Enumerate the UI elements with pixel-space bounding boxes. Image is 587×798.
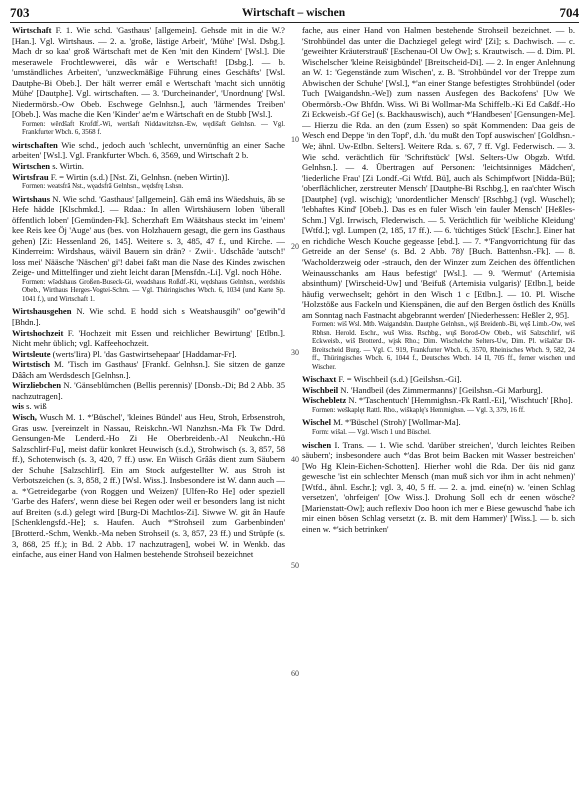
- entry-text: F. = Wirtin (s.d.) [Nst. Zi, Gelnhsn. (neben Wirtin)].: [48, 171, 230, 182]
- headword: Wischaxt: [302, 374, 337, 385]
- entry-text: N. Wie schd. 'Gasthaus' [allgemein]. Gäh emâ ins Wäedshuis, âb se Hefe hädde [Klschmkd.]. — Rdaa.: In allen Wirtshäusern loben 'überall öffentlich loben' [Gemünden-Fk]. Scherzhaft Em Wäätshaus steckt im 'einem' kee Reis kee Öj 'Auge' aus (bes. von Holzhauern gesagt, die gern ins Gasthaus gehen) [Zi: Hessenland 26, 145]. Weitere s. 3, 485, 47 f., und Kirche. — Kinderreim: Wirdshaus, wäivil Bauern sin drän? · Zwii·. Udschâde 'autsch!' loss mei' Nääsche 'Näschen' gi'! dabei faßt man die Nase des Kindes zwischen Zeige- und Mittelfinger und zieht leicht daran [Mensfdn.-Li]. Vgl. noch Höhe.: [12, 193, 285, 278]
- headword: Wirtschen: [12, 161, 51, 172]
- headword: Wirtshausgehen: [12, 306, 72, 317]
- dictionary-entry: [12, 349, 285, 360]
- dictionary-entry: [12, 172, 285, 183]
- dictionary-entry: [12, 306, 285, 327]
- line-number: 60: [291, 669, 299, 678]
- entry-text: N. Wie schd. E hodd sich s Weatshausgih'' oo''gewih''d [Bhdn.].: [12, 306, 285, 328]
- dictionary-entry: [302, 374, 575, 385]
- entry-text: I. Trans. — 1. Wie schd. 'darüber streichen', 'durch leichtes Reiben säubern'; insbesondere auch *'das Brot beim Backen mit Wasser bestreichen' [Wo Hg Klein-Eichen-Schotten]. Hierher wohl die Rda. Der üis nid ganz gewesche 'ist ein schlechter Mensch (man muß sich vor ihm in acht nehmen)' [Wtfd., ähnl. Eschr.]; vgl. 3, 40, 5 ff. — 2. a. jmd. eine(n) w. 'einen Schlag versetzen', 'ohrfeigen' [Ow Wiss.]. Drohung Soll ech dr eenen wösche? [Marienstatt-Ow]; auch reflexiv Doo hoon ich mer e Biese gewuschd 'habe ich mir einen bösen Schlag versetzt (z. B. mit dem Hammer)' [Wiss.]. — b. sich einen w. *'sich betrinken': [302, 439, 575, 534]
- page-number-left: 703: [10, 5, 30, 20]
- entry-text: N. 'Handbeil (des Zimmermanns)' [Geilshsn.-Gi Marburg].: [338, 384, 543, 395]
- headword: Wirtschaft: [12, 25, 52, 35]
- headword: Wirzliebchen: [12, 380, 62, 391]
- forms-note: Form: wišal. — Vgl. Wisch 1 und Büschel.: [312, 429, 431, 436]
- page-number-right: 704: [559, 5, 579, 20]
- headword: wirtschaften: [12, 139, 58, 150]
- line-number: 50: [291, 561, 299, 570]
- entry-text: (werts'Iira) Pl. 'das Gastwirtsehepaar' [Haddamar-Fr].: [50, 348, 237, 359]
- forms-note: Formen: wiš Wsl. Mtb. Waigandshn. Dautphe Gelnhsn., wįš Breidenb.-Bi, węš Limb.-Ow, weš Rbhsn. Herold. Eschr., wuš Wiss. Rschbg., wųš Borod-Ow Obeb., wiš Salzschlirf, wiš Eckweisb., wiš Brotterd., wįsk Rho.; Dim. Wischelche Selters-Uw, Dim. Pl. wišalčar Di-Breitscheid Burg. — Vgl. C. 919, Frankfurter Wbch. 6, 3570, Rheinisches Wbch. 9, 582, 24 ff., Thüringisches Wbch. 6, 1044 f., Deutsches Wbch. 14 II, 705 ff., ferner wischen und Wischer.: [312, 321, 575, 371]
- entry-text: N. *'Taschentuch' [Hemmighsn.-Fk Rattl.-Ei], 'Wischtuch' [Rho].: [346, 395, 573, 406]
- left-column: [12, 25, 285, 798]
- dictionary-entry: [12, 380, 285, 401]
- entry-text: s. Wirtin.: [50, 161, 84, 172]
- headword: Wirtshochzeit: [12, 327, 64, 338]
- line-number: 10: [291, 135, 299, 144]
- entry-text: F. 1. Wie schd. 'Gasthaus' [allgemein]. Gehsde mit in die W.? [Han.]. Vgl. Wirtshaus. — 2. a. 'große, lästige Arbeit', 'Mühe' [Wsl. Dsbg.]. Mach dr so kaa' groß Wärtschaft met de Ken 'mit den Kindern' [Wsl.]. Die meserawele Frochtlewwerei, dâs wår e Wertschaft! [Dsbg.]. — b. 'umständliches Arbeiten', 'unzweckmäßige Führung eines Geschäfts' [Wsl. Dautphe-Bi Obeb.]. Der hält werrer emâl e Wertschaft 'macht sich unnötig Mühe' [Dautphe]. Vgl. wirtschaften. — 3. 'Durcheinander', 'Unordnung' [Wsl. Niedermörsb.-Ow Obeb. Eschwege Gelnhsn.], auch 'lärmendes Treiben' [Obeb.]. Was mache die Ken 'Kinder' ae'm e Wärtschaft en de Stubb [Wsl.].: [12, 25, 285, 120]
- headword: Wirtstisch: [12, 359, 51, 370]
- dictionary-entry: [302, 385, 575, 396]
- dictionary-entry: [302, 417, 575, 428]
- headword: Wirtsleute: [12, 348, 51, 359]
- running-title: Wirtschaft – wischen: [241, 7, 346, 19]
- page-header: [0, 3, 587, 23]
- dictionary-entry: [12, 194, 285, 278]
- dictionary-entry: [12, 328, 285, 349]
- entry-text: F. = Wischbeil (s.d.) [Geilshsn.-Gi].: [336, 374, 462, 385]
- entry-continuation: fache, aus einer Hand von Halmen bestehende Strohseil bezeichnet. — b. 'Strohbündel das unter die Dachziegel gelegt wird' [Zi]; s. Dachwisch. — c. 'geweihter Kräuterstrauß' [Eschenau-Ol Uw Ow]; s. Krautwisch. — d. Dim. Pl. Wischelscher 'kleine Reisigbündel' [Breitscheid-Di]. — 2. In enger Anlehnung an W. 1: 'Gegenstände zum Wischen', z. B. 'Strohbündel vor der Treppe zum Abwischen der Schuhe' [Wsl.], *'an einer Stange befestigtes Strohbündel (oder Tuch [Waigandshn.-We]) zum nassen Ausfegen des Backofens' [Uw We Obermörsb.-Ow Bhfdn. Wiss. Wi Bi Wollmar-Ma Schiffelb.-Ki Ed Caßdf.-Ho Zi Eckweisb.-Gf Ge] (s. Backhauswisch), auch *'Handbesen' [Gensungen-Me]. — Hierzu die Rda. an den (zum Essen) so spät Kommenden: Daa geis de Wesch end Deppe 'in den Topf', d.h. 'du mußt den Topf auswischen' [Goldhsn.-We; ähnl. Uw-Etlbn. Selters]. Weitere Rda. s. 67, 7 ff. Vgl. Federwisch. — 3. Wie schd. verächtlich für 'Schriftstück' [Wsl. Selters-Uw Obgzb. Wtfd. Gelnhsn.]. — 4. Übertragen auf Personen: 'leichtsinniges Mädchen', 'liederliche Frau' [Zi Londf.-Gi Wtfd. Bü], auch als Schimpfwort [Nidda-Bü]; 'oberflächlicher, zerstreuter Mensch' [Dautphe-Bi Rschbg.], en raa'chter Wisch [Dautphe] (vgl. wischig); 'unordentlicher Mensch' [Rschbg.] (vgl. Wuschel); 'lebhaftes Kind' [Obeb.]. Das es en fuler Wisch 'ein fauler Mensch' [Heßles-Schm.] Vgl. Irrwisch, Flederwisch. — 5. Verächtlich für 'weibliche Kleidung' [Wtfd.]; vgl. Lumpen (2, 185, 17 ff.). — 6. 'tüchtiges Stück' [Eschr.]. Einer hat en richdiche Wesch Kouche gegeasse [ebd.]. — 7. *'Fangvorrichtung für das Getreide an der Sense' (s. Bd. 2 Abb. 78)' [Buch. Battenhsn.-Fk]. — 8. 'Wacholderzweig oder -strauch, den der Winzer zum Zeichen des öffentlichen Weinausschanks am Haus befestigt' [Wsl.]. — 9. 'Wermut' (Artemisia absinthum)' [Wirscheid-Uw] und 'Beifuß (Artemisia vulgaris)' [Etlbn.], beide häufig verwechselt; gehört in den Wisch 1 c [Etlbn.]. — 10. Pl. Wische 'Holzstöße aus Fackeln und Kienspänen, die auf den Bergen östlich des Knülls am Sonntag nach Fastnacht abgebrannt werden' [Niederhessen: Heßler 2, 95].: [302, 25, 575, 320]
- headword: Wisch,: [12, 411, 37, 422]
- headword: wischen: [302, 439, 332, 450]
- line-number: 30: [291, 348, 299, 357]
- entry-text: Wie schd., jedoch auch 'schlecht, unvernünftig an einer Sache arbeiten' [Wsl.]. Vgl. Frankfurter Wbch. 6, 3569, und Wirtschaft 2 b.: [12, 139, 285, 161]
- dictionary-entry: [12, 401, 285, 412]
- dictionary-entry: [12, 161, 285, 172]
- entry-text: Wusch M. 1. *'Büschel', 'kleines Bündel' aus Heu, Stroh, Erbsenstroh, Gras usw. [vereinzelt in Nassau, Reiskchn.-Wl Nanzhsn.-Ma Fk Tw Ddrd. Gensungen-Me Lenderd.-Ho Zi He Oberbreidenb.-Al Neukchn.-Hü Salzschlirf-Fu], meist dafür konkret Heuwisch (s.d.), Strohwisch (s. 3, 857, 58 ff.), Schotenwisch (s. 3, 420, 7 ff.) usw. En Wiisch Grââs dient zum Säubern der Schuhe [Salzschlirf]. Ein am Stock aufgestellter W. aus Stroh ist Verbotszeichen (s. 3, 858, 2 ff.) [Wsl. Wiss.]. Insbesondere ist W. dann auch — a. *'Getreidegarbe (von Roggen und Weizen)' [Ulfen-Ro He] oder speziell 'Garbe des Hafers', wenn diese bei Regen oder weil er besonders lang ist nicht auf Breiten (s.d.) gelegt wird [Burg-Di Machtlos-Zi]. Siwwe W. git ân Haufe [Schenklengsfd.-He]; s. Haufen. Auch *'Strohseil zum Garbenbinden' [Brotterd.-Schm, Wenkb.-Ma neben Strohseil (s. 3, 857, 23 ff.) und Strüpfe (s. 3, 868, 25 ff.); in Bd. 2 Abb. 17 nachzutragen], wobei W. in Wenkb. das einfache, aus einer Hand von Halmen bestehende Strohseil bezeichnet: [12, 411, 285, 560]
- entry-text: s. wiß: [23, 401, 47, 412]
- headword: Wirtshaus: [12, 193, 51, 204]
- entry-text: F. 'Hochzeit mit Essen und reichlicher Bewirtung' [Etlbn.]. Nicht mehr üblich; vgl. Kaffeehochzeit.: [12, 327, 285, 349]
- line-number: 20: [291, 242, 299, 251]
- headword: Wischel: [302, 417, 331, 428]
- dictionary-entry: [12, 359, 285, 380]
- forms-note: Formen: wîədshaus Großen-Buseck-Gi, weadshaus Roßdf.-Ki, wędshaus Gelnhsn., werdshüs Obeb., Wirthaus Herges-Vogtei-Schm. — Vgl. Thüringisches Wbch. 6, 1034 (und Karte Sp. 1041 f.), und Wirtschaft 1.: [22, 278, 285, 303]
- entry-text: M. 'Tisch im Gasthaus' [Frankf. Gelnhsn.]. Sie sitzen de ganze Dââch am Werdsdesch [Gelnhsn.].: [12, 359, 285, 380]
- forms-note: Formen: weškaplęt Rattl. Rho., wiškaplę's Hemmighsn. — Vgl. 3, 379, 16 ff.: [312, 406, 525, 414]
- headword: wis: [12, 401, 24, 412]
- dictionary-entry: [302, 395, 575, 406]
- line-numbers: [288, 25, 302, 798]
- entry-text: N. 'Gänseblümchen (Bellis perennis)' [Donsb.-Di; Bd 2 Abb. 35 nachzutragen].: [12, 380, 285, 401]
- dictionary-entry: [12, 140, 285, 161]
- forms-note: Formen: wêrdšaft Krofdf.-Wi, wertšaft Niddawitzhsn.-Ew, wędišaft Gelnhsn. — Vgl. Frankfurter Wbch. 6, 3568 f.: [22, 120, 285, 137]
- right-column: [302, 25, 575, 798]
- dictionary-entry: [12, 25, 285, 120]
- dictionary-entry: [302, 440, 575, 535]
- line-number: 40: [291, 455, 299, 464]
- headword: Wirtsfrau: [12, 171, 49, 182]
- forms-note: Formen: weatsfrā Nst., węadsfrā Gelnhsn., wędsfrę Lshsn.: [22, 183, 184, 191]
- headword: Wischbeil: [302, 384, 339, 395]
- headword: Wischebletz: [302, 395, 347, 406]
- entry-text: M. *'Büschel (Stroh)' [Wollmar-Ma].: [330, 417, 461, 428]
- header-rule: [10, 22, 579, 23]
- dictionary-entry: [12, 412, 285, 560]
